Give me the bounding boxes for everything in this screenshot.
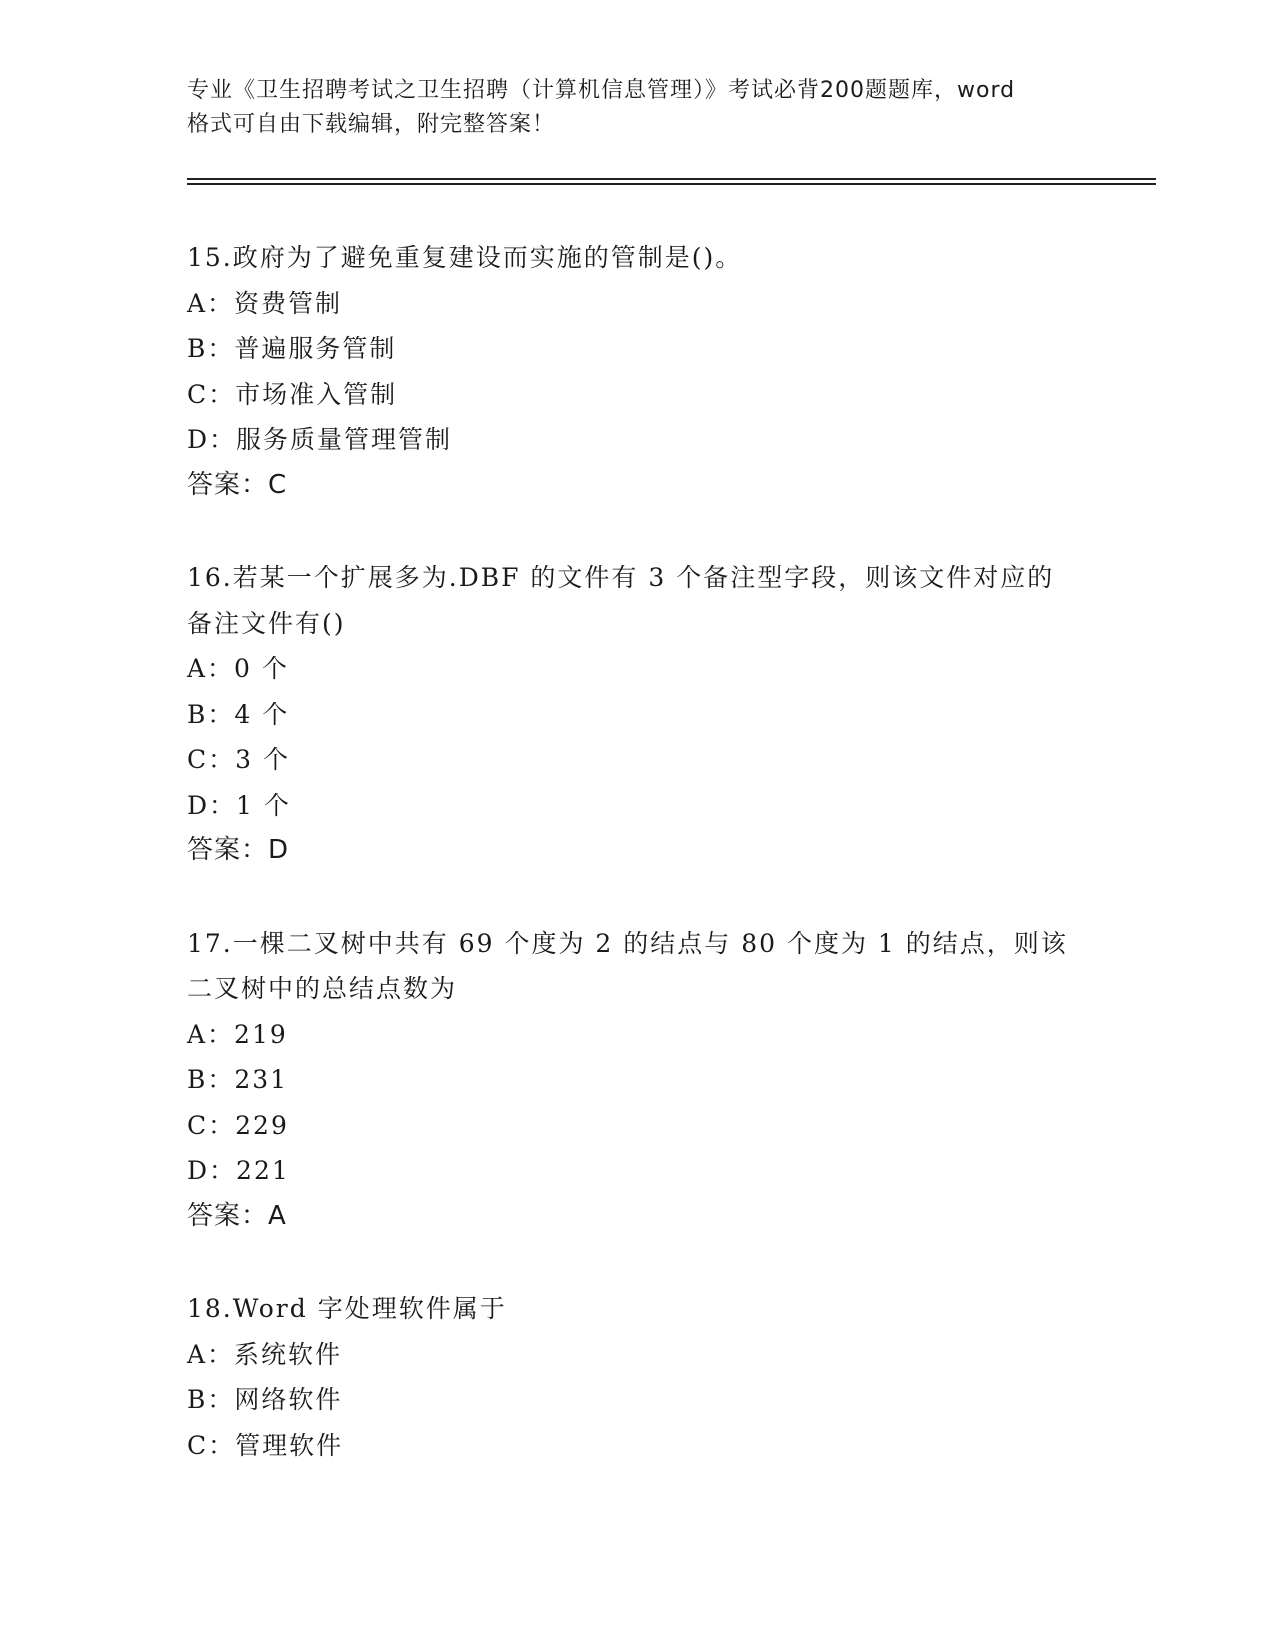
option-b: B：231: [187, 1065, 289, 1094]
answer-label: 答案：D: [187, 835, 290, 865]
option-a: A：0 个: [187, 654, 289, 683]
option-d: D：服务质量管理管制: [187, 425, 453, 454]
option-c: C：管理软件: [187, 1430, 344, 1460]
question-stem-continued: 二叉树中的总结点数为: [187, 974, 458, 1003]
answer-label: 答案：A: [187, 1200, 287, 1231]
option-b: B：4 个: [187, 699, 290, 729]
question-list: [187, 235, 1087, 1515]
question-stem-continued: 备注文件有(): [187, 608, 346, 638]
question-15: [187, 235, 1087, 508]
option-b: B：普遍服务管制: [187, 334, 397, 363]
option-c: C：229: [187, 1110, 289, 1140]
option-d: D：221: [187, 1156, 290, 1185]
question-18: [187, 1286, 1087, 1468]
answer-label: 答案：C: [187, 469, 288, 500]
question-17: [187, 921, 1087, 1240]
question-16: [187, 555, 1087, 874]
option-c: C：3 个: [187, 745, 290, 774]
header-line-1: 专业《卫生招聘考试之卫生招聘（计算机信息管理）》考试必背200题题库，word: [187, 78, 1016, 103]
option-d: D：1 个: [187, 790, 291, 820]
question-stem: 17.一棵二叉树中共有 69 个度为 2 的结点与 80 个度为 1 的结点，则该: [187, 928, 1068, 958]
option-a: A：资费管制: [187, 288, 343, 318]
option-c: C：市场准入管制: [187, 379, 398, 409]
question-stem: 15.政府为了避免重复建设而实施的管制是()。: [187, 243, 743, 272]
option-b: B：网络软件: [187, 1385, 343, 1414]
document-header: [187, 74, 1087, 142]
header-line-2: 格式可自由下载编辑，附完整答案！: [187, 112, 556, 137]
option-a: A：219: [187, 1019, 288, 1049]
option-a: A：系统软件: [187, 1339, 343, 1369]
question-stem: 16.若某一个扩展多为.DBF 的文件有 3 个备注型字段，则该文件对应的: [187, 563, 1055, 592]
header-divider-top: [187, 178, 1156, 180]
header-divider-bottom: [187, 183, 1156, 185]
question-stem: 18.Word 字处理软件属于: [187, 1294, 507, 1323]
